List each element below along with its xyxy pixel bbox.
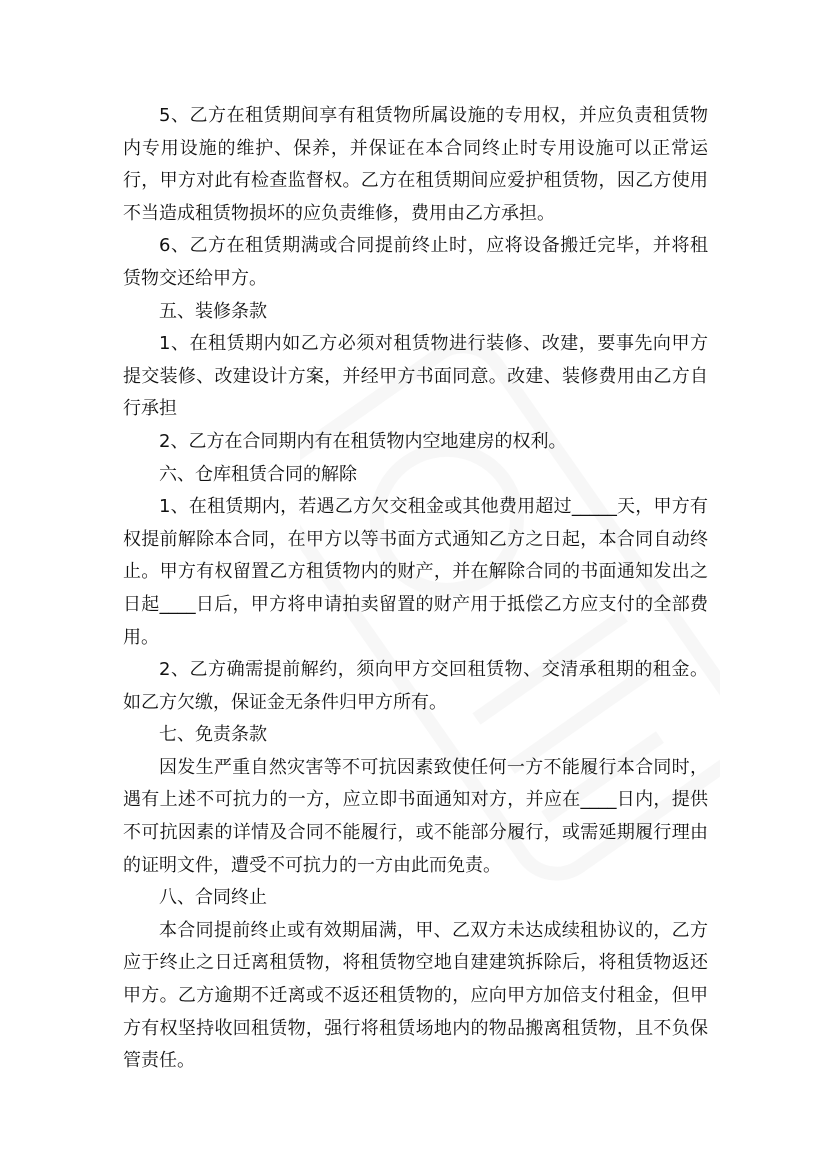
section-heading-renovation: 五、装修条款 (159, 300, 267, 322)
contract-text (123, 100, 708, 1078)
section-heading-contract-end: 八、合同终止 (159, 887, 267, 909)
force-majeure-clause: 因发生严重自然灾害等不可抗因素致使任何一方不能履行本合同时，遇有上述不可抗力的一方，应立即书面通知对方，并应在____日内，提供不可抗因素的详情及合同不能履行，或不能部分履行，或需延期履行理由的证明文件，遭受不可抗力的一方由此而免责。 (123, 756, 708, 876)
termination-clause-2: 2、乙方确需提前解约，须向甲方交回租赁物、交清承租期的租金。如乙方欠缴，保证金无条件归甲方所有。 (123, 659, 708, 713)
section-heading-force-majeure: 七、免责条款 (159, 724, 267, 746)
renovation-clause-1: 1、在租赁期内如乙方必须对租赁物进行装修、改建，要事先向甲方提交装修、改建设计方案，并经甲方书面同意。改建、装修费用由乙方自行承担 (123, 333, 708, 420)
contract-end-clause: 本合同提前终止或有效期届满，甲、乙双方未达成续租协议的，乙方应于终止之日迁离租赁物，将租赁物空地自建建筑拆除后，将租赁物返还甲方。乙方逾期不迁离或不返还租赁物的，应向甲方加倍支付租金，但甲方有权坚持收回租赁物，强行将租赁场地内的物品搬离租赁物，且不负保管责任。 (123, 919, 708, 1072)
termination-clause-1: 1、在租赁期内，若遇乙方欠交租金或其他费用超过_____天，甲方有权提前解除本合同，在甲方以等书面方式通知乙方之日起，本合同自动终止。甲方有权留置乙方租赁物内的财产，并在解除合同的书面通知发出之日起____日后，甲方将申请拍卖留置的财产用于抵偿乙方应支付的全部费用。 (123, 496, 708, 648)
clause-6-return-property: 6、乙方在租赁期满或合同提前终止时，应将设备搬迁完毕，并将租赁物交还给甲方。 (123, 235, 708, 289)
section-heading-termination-of-lease: 六、仓库租赁合同的解除 (159, 463, 357, 485)
clause-5-facility-rights: 5、乙方在租赁期间享有租赁物所属设施的专用权，并应负责租赁物内专用设施的维护、保养，并保证在本合同终止时专用设施可以正常运行，甲方对此有检查监督权。乙方在租赁期间应爱护租赁物，因乙方使用不当造成租赁物损坏的应负责维修，费用由乙方承担。 (123, 105, 708, 224)
renovation-clause-2: 2、乙方在合同期内有在租赁物内空地建房的权利。 (159, 430, 567, 452)
